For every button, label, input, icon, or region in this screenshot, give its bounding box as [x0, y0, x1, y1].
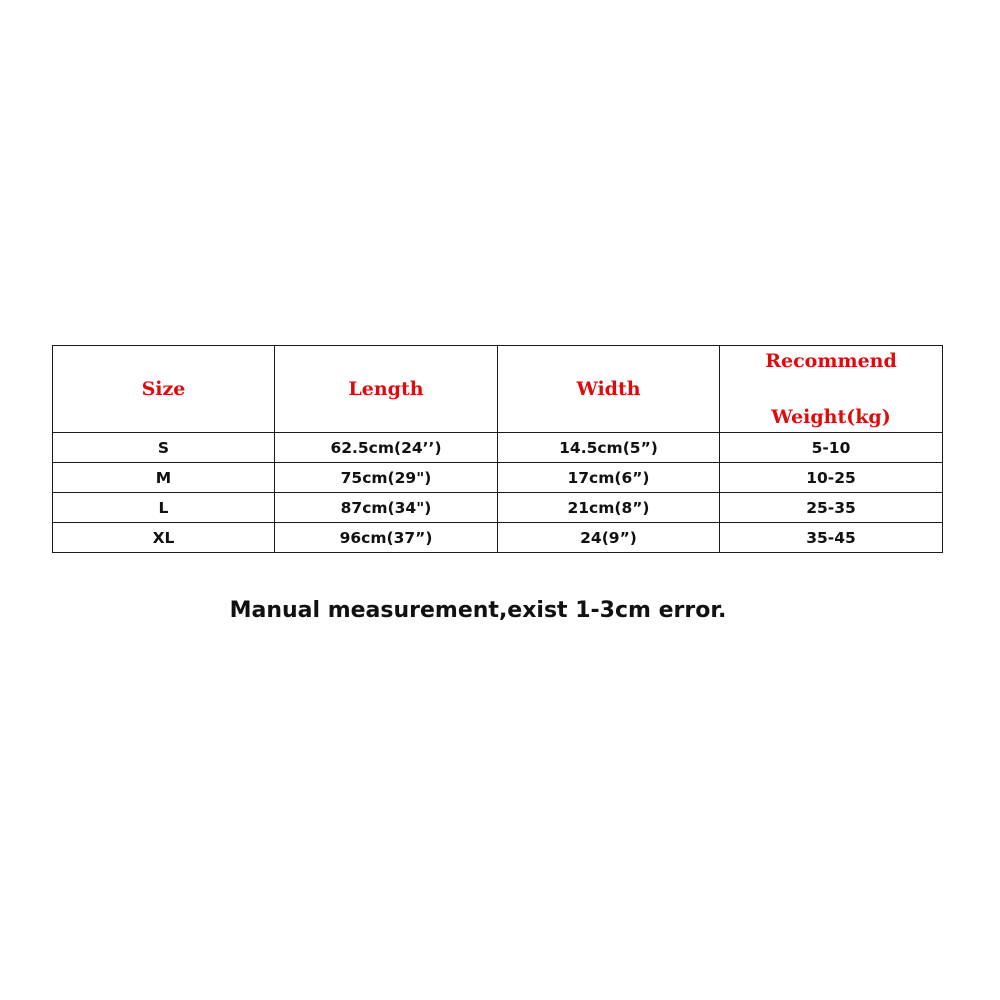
table-row-s — [53, 433, 943, 463]
cell-length: 75cm(29") — [275, 463, 498, 493]
header-size-label: Size — [141, 378, 186, 400]
header-length — [275, 346, 498, 433]
cell-size: S — [53, 433, 275, 463]
size-chart-table — [52, 345, 943, 553]
cell-length: 87cm(34") — [275, 493, 498, 523]
cell-weight: 25-35 — [720, 493, 943, 523]
header-length-label: Length — [348, 378, 424, 400]
header-row — [53, 346, 943, 433]
table-row-l — [53, 493, 943, 523]
cell-length: 62.5cm(24’’) — [275, 433, 498, 463]
header-width — [498, 346, 720, 433]
header-size — [53, 346, 275, 433]
cell-width: 24(9”) — [498, 523, 720, 553]
cell-width: 14.5cm(5”) — [498, 433, 720, 463]
table-row-xl — [53, 523, 943, 553]
header-recommend-label: Recommend — [765, 350, 897, 372]
header-recommend-weight — [720, 346, 943, 433]
cell-size: M — [53, 463, 275, 493]
cell-length: 96cm(37”) — [275, 523, 498, 553]
header-width-label: Width — [576, 378, 641, 400]
cell-size: XL — [53, 523, 275, 553]
cell-width: 21cm(8”) — [498, 493, 720, 523]
cell-weight: 10-25 — [720, 463, 943, 493]
cell-width: 17cm(6”) — [498, 463, 720, 493]
cell-weight: 5-10 — [720, 433, 943, 463]
cell-size: L — [53, 493, 275, 523]
measurement-note: Manual measurement,exist 1-3cm error. — [229, 598, 727, 623]
cell-weight: 35-45 — [720, 523, 943, 553]
table-row-m — [53, 463, 943, 493]
header-weight-label: Weight(kg) — [771, 406, 891, 428]
